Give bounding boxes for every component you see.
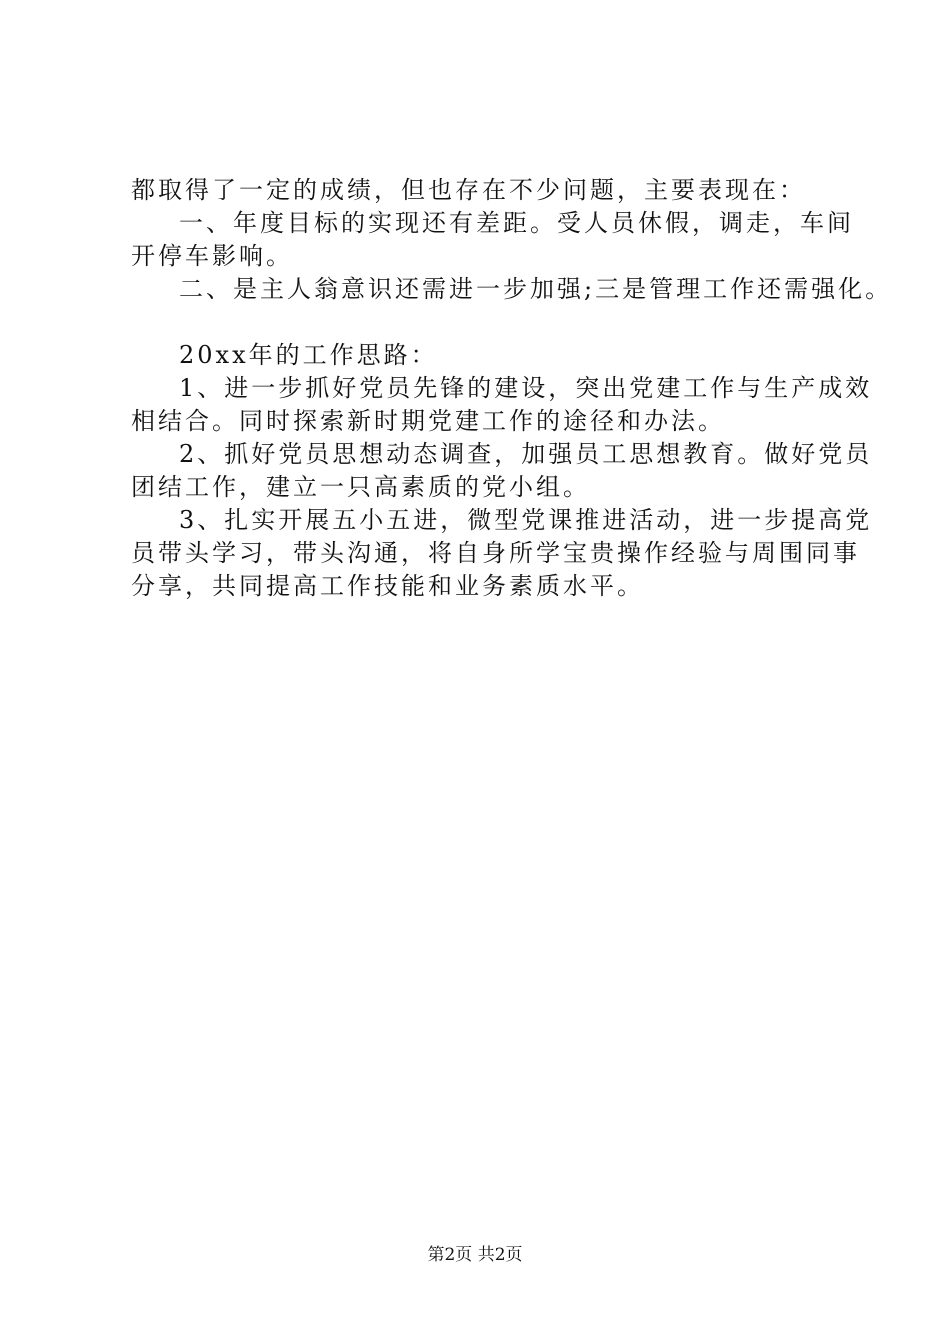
list-item-1: 1、进一步抓好党员先锋的建设，突出党建工作与生产成效 bbox=[179, 374, 873, 402]
text-line: 相结合。同时探索新时期党建工作的途径和办法。 bbox=[131, 407, 725, 435]
list-item-2: 2、抓好党员思想动态调查，加强员工思想教育。做好党员 bbox=[179, 440, 873, 468]
document-body bbox=[131, 174, 893, 603]
paragraph-gap bbox=[131, 306, 831, 339]
text-line: 分享，共同提高工作技能和业务素质水平。 bbox=[131, 572, 644, 600]
page-number-footer: 第2页 共2页 bbox=[427, 1245, 523, 1265]
text-line: 都取得了一定的成绩，但也存在不少问题，主要表现在： bbox=[131, 176, 806, 204]
text-line: 开停车影响。 bbox=[131, 242, 293, 270]
paragraph-item-one: 一、年度目标的实现还有差距。受人员休假，调走，车间 bbox=[179, 209, 854, 237]
text-line: 员带头学习，带头沟通，将自身所学宝贵操作经验与周围同事 bbox=[131, 539, 860, 567]
paragraph-item-two: 二、是主人翁意识还需进一步加强;三是管理工作还需强化。 bbox=[179, 275, 893, 303]
text-line: 团结工作，建立一只高素质的党小组。 bbox=[131, 473, 590, 501]
list-item-3: 3、扎实开展五小五进，微型党课推进活动，进一步提高党 bbox=[179, 506, 873, 534]
section-heading: 20xx年的工作思路： bbox=[179, 341, 438, 369]
